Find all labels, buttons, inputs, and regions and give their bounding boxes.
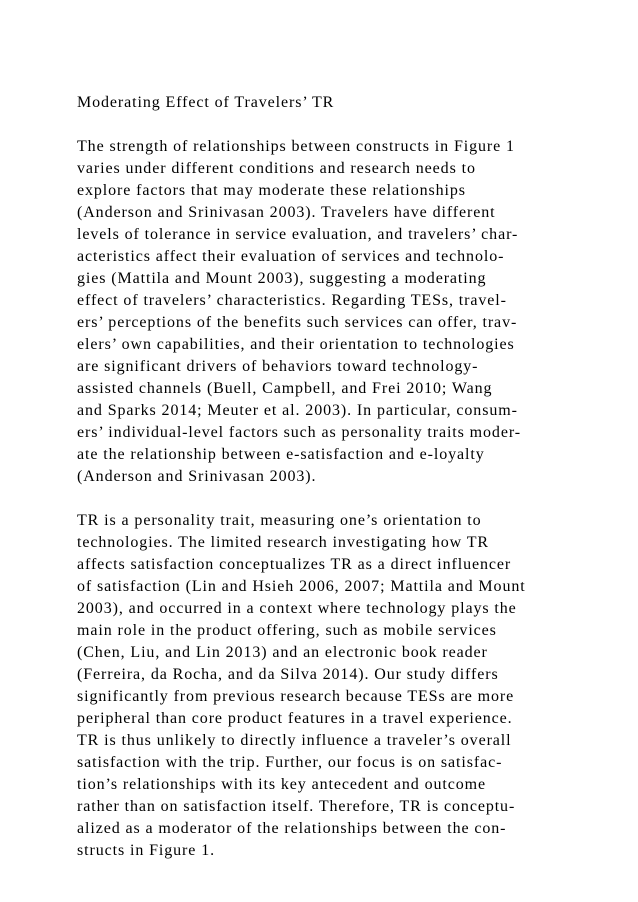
text-line: varies under different conditions and research needs to [77, 160, 476, 177]
text-line: tion’s relationships with its key antecedent and outcome [77, 776, 486, 793]
text-line: alized as a moderator of the relationships between the con- [77, 820, 507, 837]
text-line: assisted channels (Buell, Campbell, and Frei 2010; Wang [77, 380, 493, 397]
text-line: technologies. The limited research investigating how TR [77, 534, 489, 551]
text-line: ers’ perceptions of the benefits such services can offer, trav- [77, 314, 518, 331]
text-line: gies (Mattila and Mount 2003), suggesting a moderating [77, 270, 487, 287]
paragraph-2 [77, 510, 557, 862]
paragraph-1 [77, 136, 557, 488]
text-line: 2003), and occurred in a context where technology plays the [77, 600, 517, 617]
text-line: rather than on satisfaction itself. Therefore, TR is conceptu- [77, 798, 516, 815]
text-line: are significant drivers of behaviors toward technology- [77, 358, 479, 375]
text-line: significantly from previous research because TESs are more [77, 688, 515, 705]
text-line: (Anderson and Srinivasan 2003). [77, 468, 317, 485]
text-line: TR is a personality trait, measuring one’s orientation to [77, 512, 482, 529]
text-line: satisfaction with the trip. Further, our focus is on satisfac- [77, 754, 503, 771]
text-line: peripheral than core product features in a travel experience. [77, 710, 513, 727]
section-heading: Moderating Effect of Travelers’ TR [77, 94, 335, 111]
text-line: The strength of relationships between constructs in Figure 1 [77, 138, 515, 155]
text-line: TR is thus unlikely to directly influence a traveler’s overall [77, 732, 512, 749]
text-line: levels of tolerance in service evaluation, and travelers’ char- [77, 226, 519, 243]
document-page [77, 92, 557, 884]
text-line: structs in Figure 1. [77, 842, 215, 859]
text-line: acteristics affect their evaluation of services and technolo- [77, 248, 505, 265]
text-line: explore factors that may moderate these relationships [77, 182, 466, 199]
text-line: affects satisfaction conceptualizes TR as a direct influencer [77, 556, 512, 573]
text-line: ate the relationship between e-satisfaction and e-loyalty [77, 446, 485, 463]
text-line: (Ferreira, da Rocha, and da Silva 2014). Our study differs [77, 666, 499, 683]
text-line: main role in the product offering, such as mobile services [77, 622, 497, 639]
text-line: elers’ own capabilities, and their orientation to technologies [77, 336, 515, 353]
text-line: (Anderson and Srinivasan 2003). Travelers have different [77, 204, 496, 221]
text-line: of satisfaction (Lin and Hsieh 2006, 2007; Mattila and Mount [77, 578, 526, 595]
text-line: (Chen, Liu, and Lin 2013) and an electronic book reader [77, 644, 488, 661]
text-line: effect of travelers’ characteristics. Regarding TESs, travel- [77, 292, 507, 309]
text-line: and Sparks 2014; Meuter et al. 2003). In particular, consum- [77, 402, 518, 419]
text-line: ers’ individual-level factors such as personality traits moder- [77, 424, 521, 441]
